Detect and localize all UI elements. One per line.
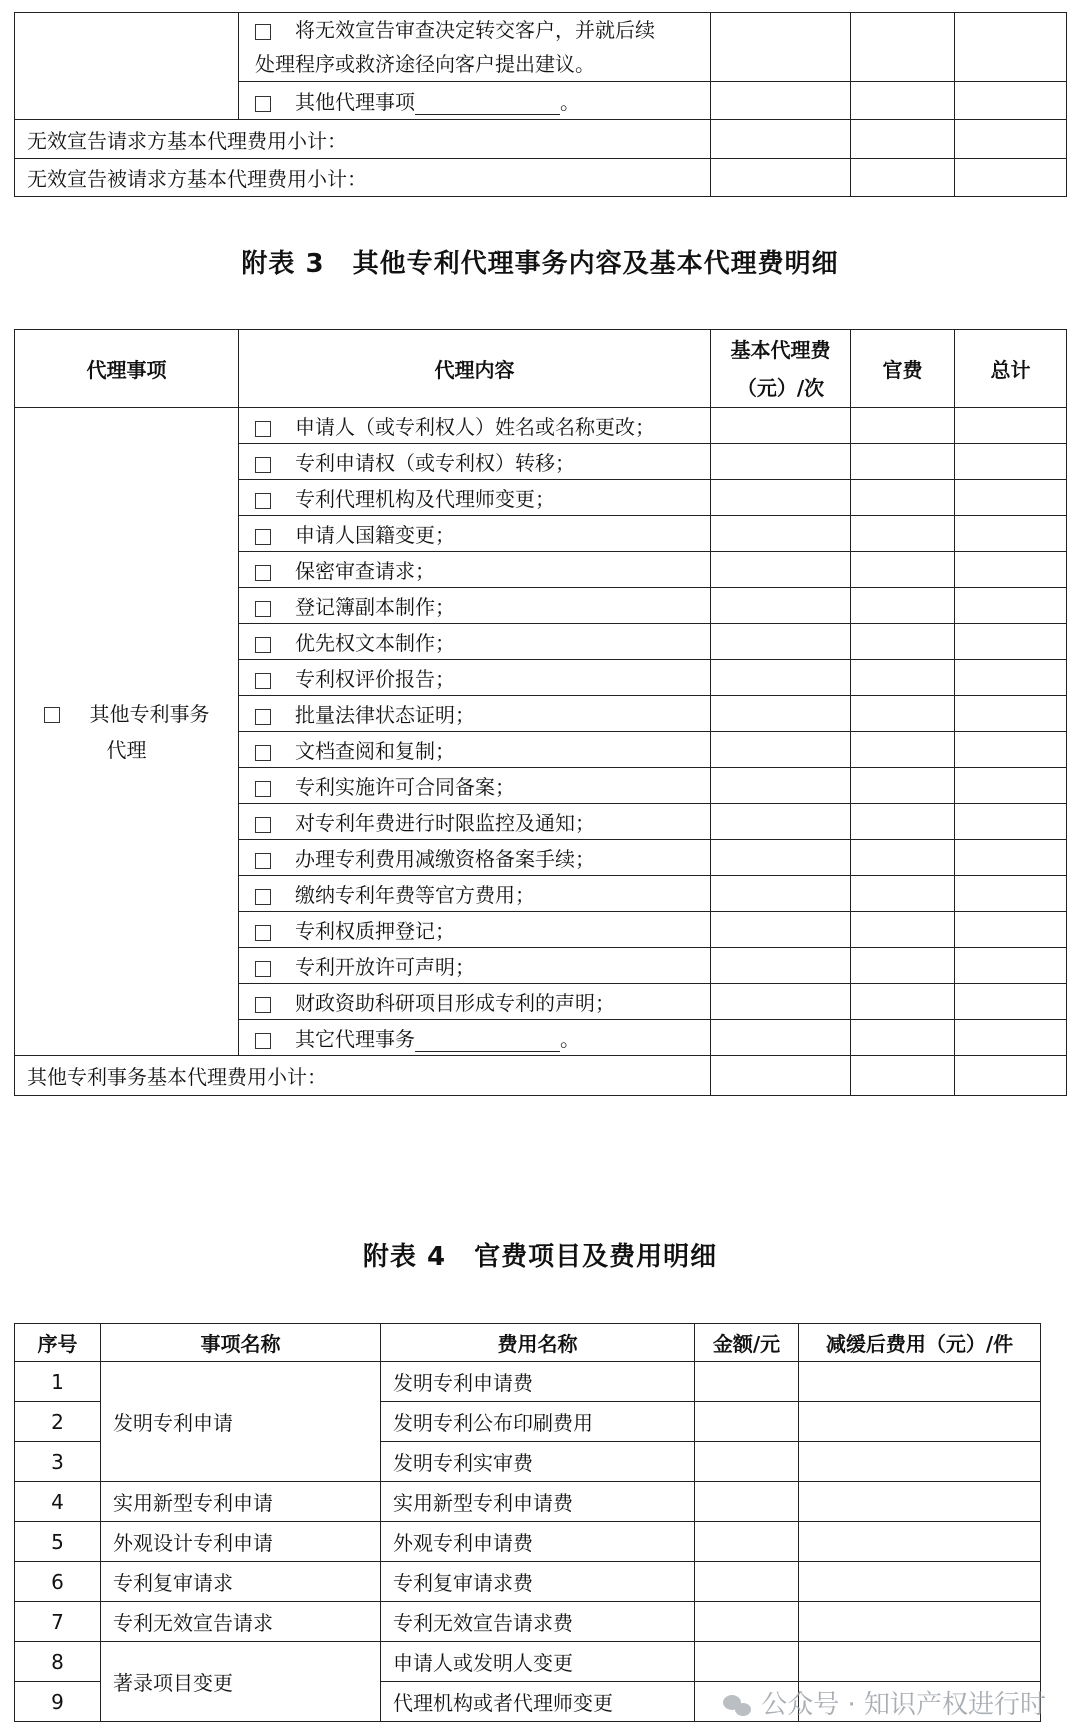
- basic-fee-cell[interactable]: [711, 732, 851, 768]
- total-cell[interactable]: [955, 444, 1067, 480]
- checkbox[interactable]: [255, 637, 271, 653]
- total-cell[interactable]: [955, 159, 1067, 197]
- content-cell: [239, 624, 711, 660]
- fee-name-cell: 申请人或发明人变更: [381, 1642, 695, 1682]
- basic-fee-cell[interactable]: [711, 588, 851, 624]
- content-cell: [239, 696, 711, 732]
- amount-cell[interactable]: [695, 1402, 799, 1442]
- basic-fee-cell[interactable]: [711, 1056, 851, 1096]
- table4-title-number: 附表 4: [362, 1242, 447, 1272]
- total-cell[interactable]: [955, 120, 1067, 159]
- row-number: 1: [15, 1362, 101, 1402]
- row-number: 9: [15, 1682, 101, 1722]
- watermark: [723, 1684, 1046, 1721]
- item-name-cell: 发明专利申请: [101, 1362, 381, 1482]
- item-name-cell: 专利无效宣告请求: [101, 1602, 381, 1642]
- basic-fee-cell[interactable]: [711, 120, 851, 159]
- content-cell: [239, 1020, 711, 1056]
- checkbox[interactable]: [255, 853, 271, 869]
- total-cell[interactable]: [955, 984, 1067, 1020]
- watermark-text: 公众号 · 知识产权进行时: [761, 1690, 1046, 1720]
- item-label: 其它代理事务: [295, 1027, 415, 1051]
- official-fee-cell[interactable]: [851, 408, 955, 444]
- header-item: 代理事项: [15, 330, 239, 408]
- official-fee-cell[interactable]: [851, 480, 955, 516]
- checkbox[interactable]: [255, 817, 271, 833]
- basic-fee-cell[interactable]: [711, 876, 851, 912]
- table3-row: [15, 408, 1067, 444]
- basic-fee-cell[interactable]: [711, 804, 851, 840]
- item-label: 将无效宣告审查决定转交客户，并就后续: [295, 18, 655, 42]
- checkbox[interactable]: [255, 601, 271, 617]
- row-number: 2: [15, 1402, 101, 1442]
- item-label: 专利代理机构及代理师变更；: [295, 487, 555, 511]
- table3-subtotal-label: 其他专利事务基本代理费用小计：: [15, 1056, 711, 1096]
- fee-name-cell: 发明专利申请费: [381, 1362, 695, 1402]
- checkbox[interactable]: [255, 1033, 271, 1049]
- content-cell: [239, 516, 711, 552]
- header-content: 代理内容: [239, 330, 711, 408]
- checkbox[interactable]: [255, 673, 271, 689]
- item-label: 缴纳专利年费等官方费用；: [295, 883, 535, 907]
- checkbox[interactable]: [44, 707, 60, 723]
- total-cell[interactable]: [955, 840, 1067, 876]
- table2-item-row: [239, 13, 711, 82]
- table4-title-text: 官费项目及费用明细: [474, 1242, 718, 1272]
- total-cell[interactable]: [955, 948, 1067, 984]
- official-fee-cell[interactable]: [851, 552, 955, 588]
- header-amount: 金额/元: [695, 1324, 799, 1362]
- official-fee-cell[interactable]: [851, 159, 955, 197]
- basic-fee-cell[interactable]: [711, 13, 851, 82]
- official-fee-cell[interactable]: [851, 444, 955, 480]
- total-cell[interactable]: [955, 804, 1067, 840]
- content-cell: [239, 768, 711, 804]
- total-cell[interactable]: [955, 588, 1067, 624]
- total-cell[interactable]: [955, 624, 1067, 660]
- item-label: 办理专利费用减缴资格备案手续；: [295, 847, 595, 871]
- reduced-fee-cell[interactable]: [799, 1482, 1041, 1522]
- official-fee-cell[interactable]: [851, 1056, 955, 1096]
- wechat-icon: [723, 1695, 753, 1717]
- item-label: 专利权质押登记；: [295, 919, 455, 943]
- basic-fee-cell[interactable]: [711, 82, 851, 120]
- checkbox[interactable]: [255, 997, 271, 1013]
- content-cell: [239, 804, 711, 840]
- fee-name-cell: 专利无效宣告请求费: [381, 1602, 695, 1642]
- item-suffix: 。: [560, 90, 580, 114]
- item-name-cell: 著录项目变更: [101, 1642, 381, 1722]
- fee-name-cell: 实用新型专利申请费: [381, 1482, 695, 1522]
- table4: [14, 1323, 1041, 1722]
- total-cell[interactable]: [955, 13, 1067, 82]
- row-number: 7: [15, 1602, 101, 1642]
- header-no: 序号: [15, 1324, 101, 1362]
- total-cell[interactable]: [955, 516, 1067, 552]
- amount-cell[interactable]: [695, 1442, 799, 1482]
- table2-continued: [14, 12, 1067, 197]
- content-cell: [239, 588, 711, 624]
- item-label: 申请人（或专利权人）姓名或名称更改；: [295, 415, 655, 439]
- basic-fee-cell[interactable]: [711, 912, 851, 948]
- checkbox[interactable]: [255, 493, 271, 509]
- checkbox[interactable]: [255, 457, 271, 473]
- official-fee-cell[interactable]: [851, 876, 955, 912]
- fee-name-cell: 发明专利公布印刷费用: [381, 1402, 695, 1442]
- basic-fee-cell[interactable]: [711, 696, 851, 732]
- content-cell: [239, 732, 711, 768]
- row-number: 6: [15, 1562, 101, 1602]
- item-label: 优先权文本制作；: [295, 631, 455, 655]
- header-official-fee: 官费: [851, 330, 955, 408]
- table2-item-row: [239, 82, 711, 120]
- table4-title: [0, 1236, 1080, 1273]
- header-fee-name: 费用名称: [381, 1324, 695, 1362]
- item-label: 登记簿副本制作；: [295, 595, 455, 619]
- content-cell: [239, 840, 711, 876]
- official-fee-cell[interactable]: [851, 696, 955, 732]
- official-fee-cell[interactable]: [851, 732, 955, 768]
- item-label: 申请人国籍变更；: [295, 523, 455, 547]
- table3-title-text: 其他专利代理事务内容及基本代理费明细: [352, 249, 839, 279]
- total-cell[interactable]: [955, 1056, 1067, 1096]
- total-cell[interactable]: [955, 768, 1067, 804]
- content-cell: [239, 660, 711, 696]
- fee-name-cell: 代理机构或者代理师变更: [381, 1682, 695, 1722]
- header-basic-fee-line1: 基本代理费: [730, 337, 831, 362]
- reduced-fee-cell[interactable]: [799, 1562, 1041, 1602]
- total-cell[interactable]: [955, 876, 1067, 912]
- official-fee-cell[interactable]: [851, 840, 955, 876]
- basic-fee-cell[interactable]: [711, 660, 851, 696]
- basic-fee-cell[interactable]: [711, 159, 851, 197]
- total-cell[interactable]: [955, 82, 1067, 120]
- subtotal-respondent-label: 无效宣告被请求方基本代理费用小计：: [15, 159, 711, 197]
- total-cell[interactable]: [955, 660, 1067, 696]
- official-fee-cell[interactable]: [851, 588, 955, 624]
- official-fee-cell[interactable]: [851, 984, 955, 1020]
- official-fee-cell[interactable]: [851, 120, 955, 159]
- checkbox[interactable]: [255, 709, 271, 725]
- content-cell: [239, 948, 711, 984]
- table3-title: [0, 243, 1080, 280]
- reduced-fee-cell[interactable]: [799, 1642, 1041, 1682]
- header-item-name: 事项名称: [101, 1324, 381, 1362]
- item-label: 专利申请权（或专利权）转移；: [295, 451, 575, 475]
- content-cell: [239, 984, 711, 1020]
- official-fee-cell[interactable]: [851, 1020, 955, 1056]
- content-cell: [239, 552, 711, 588]
- basic-fee-cell[interactable]: [711, 444, 851, 480]
- table3-title-number: 附表 3: [241, 249, 325, 279]
- category-label-line1: 其他专利事务: [89, 701, 210, 726]
- basic-fee-cell[interactable]: [711, 552, 851, 588]
- basic-fee-cell[interactable]: [711, 516, 851, 552]
- total-cell[interactable]: [955, 732, 1067, 768]
- amount-cell[interactable]: [695, 1602, 799, 1642]
- fill-in-blank[interactable]: [415, 94, 560, 115]
- total-cell[interactable]: [955, 480, 1067, 516]
- basic-fee-cell[interactable]: [711, 624, 851, 660]
- basic-fee-cell[interactable]: [711, 768, 851, 804]
- basic-fee-cell[interactable]: [711, 948, 851, 984]
- total-cell[interactable]: [955, 408, 1067, 444]
- item-label: 对专利年费进行时限监控及通知；: [295, 811, 595, 835]
- checkbox[interactable]: [255, 961, 271, 977]
- basic-fee-cell[interactable]: [711, 1020, 851, 1056]
- row-number: 8: [15, 1642, 101, 1682]
- fill-in-blank[interactable]: [415, 1031, 560, 1052]
- amount-cell[interactable]: [695, 1522, 799, 1562]
- category-label: [44, 696, 210, 768]
- category-label-line2: 代理: [106, 737, 147, 762]
- total-cell[interactable]: [955, 696, 1067, 732]
- official-fee-cell[interactable]: [851, 82, 955, 120]
- official-fee-cell[interactable]: [851, 948, 955, 984]
- row-number: 4: [15, 1482, 101, 1522]
- checkbox[interactable]: [255, 889, 271, 905]
- official-fee-cell[interactable]: [851, 912, 955, 948]
- checkbox[interactable]: [255, 96, 271, 112]
- checkbox[interactable]: [255, 24, 271, 40]
- total-cell[interactable]: [955, 552, 1067, 588]
- content-cell: [239, 876, 711, 912]
- checkbox[interactable]: [255, 745, 271, 761]
- amount-cell[interactable]: [695, 1362, 799, 1402]
- item-label-continued: 处理程序或救济途径向客户提出建议。: [255, 52, 595, 76]
- amount-cell[interactable]: [695, 1642, 799, 1682]
- item-label: 专利实施许可合同备案；: [295, 775, 515, 799]
- reduced-fee-cell[interactable]: [799, 1522, 1041, 1562]
- checkbox[interactable]: [255, 925, 271, 941]
- content-cell: [239, 408, 711, 444]
- header-total: 总计: [955, 330, 1067, 408]
- official-fee-cell[interactable]: [851, 768, 955, 804]
- row-number: 5: [15, 1522, 101, 1562]
- fee-name-cell: 发明专利实审费: [381, 1442, 695, 1482]
- header-reduced-fee: 减缓后费用（元）/件: [799, 1324, 1041, 1362]
- official-fee-cell[interactable]: [851, 624, 955, 660]
- basic-fee-cell[interactable]: [711, 480, 851, 516]
- official-fee-cell[interactable]: [851, 13, 955, 82]
- basic-fee-cell[interactable]: [711, 408, 851, 444]
- table3: [14, 329, 1067, 1096]
- item-suffix: 。: [560, 1027, 580, 1051]
- item-name-cell: 专利复审请求: [101, 1562, 381, 1602]
- header-basic-fee: [711, 330, 851, 408]
- header-basic-fee-line2: （元）/次: [736, 375, 825, 400]
- item-label: 文档查阅和复制；: [295, 739, 455, 763]
- reduced-fee-cell[interactable]: [799, 1442, 1041, 1482]
- content-cell: [239, 444, 711, 480]
- total-cell[interactable]: [955, 912, 1067, 948]
- basic-fee-cell[interactable]: [711, 840, 851, 876]
- row-number: 3: [15, 1442, 101, 1482]
- subtotal-requester-label: 无效宣告请求方基本代理费用小计：: [15, 120, 711, 159]
- table2-category-cell: [15, 13, 239, 120]
- checkbox[interactable]: [255, 565, 271, 581]
- reduced-fee-cell[interactable]: [799, 1402, 1041, 1442]
- content-cell: [239, 480, 711, 516]
- fee-name-cell: 专利复审请求费: [381, 1562, 695, 1602]
- item-label: 专利权评价报告；: [295, 667, 455, 691]
- item-name-cell: 实用新型专利申请: [101, 1482, 381, 1522]
- official-fee-cell[interactable]: [851, 660, 955, 696]
- category-cell: [15, 408, 239, 1056]
- reduced-fee-cell[interactable]: [799, 1602, 1041, 1642]
- item-label: 财政资助科研项目形成专利的声明；: [295, 991, 615, 1015]
- content-cell: [239, 912, 711, 948]
- amount-cell[interactable]: [695, 1562, 799, 1602]
- basic-fee-cell[interactable]: [711, 984, 851, 1020]
- total-cell[interactable]: [955, 1020, 1067, 1056]
- official-fee-cell[interactable]: [851, 804, 955, 840]
- fee-name-cell: 外观专利申请费: [381, 1522, 695, 1562]
- item-label: 专利开放许可声明；: [295, 955, 475, 979]
- reduced-fee-cell[interactable]: [799, 1362, 1041, 1402]
- item-name-cell: 外观设计专利申请: [101, 1522, 381, 1562]
- item-label: 批量法律状态证明；: [295, 703, 475, 727]
- official-fee-cell[interactable]: [851, 516, 955, 552]
- checkbox[interactable]: [255, 781, 271, 797]
- item-label: 保密审查请求；: [295, 559, 435, 583]
- item-label: 其他代理事项: [295, 90, 415, 114]
- checkbox[interactable]: [255, 529, 271, 545]
- checkbox[interactable]: [255, 421, 271, 437]
- amount-cell[interactable]: [695, 1482, 799, 1522]
